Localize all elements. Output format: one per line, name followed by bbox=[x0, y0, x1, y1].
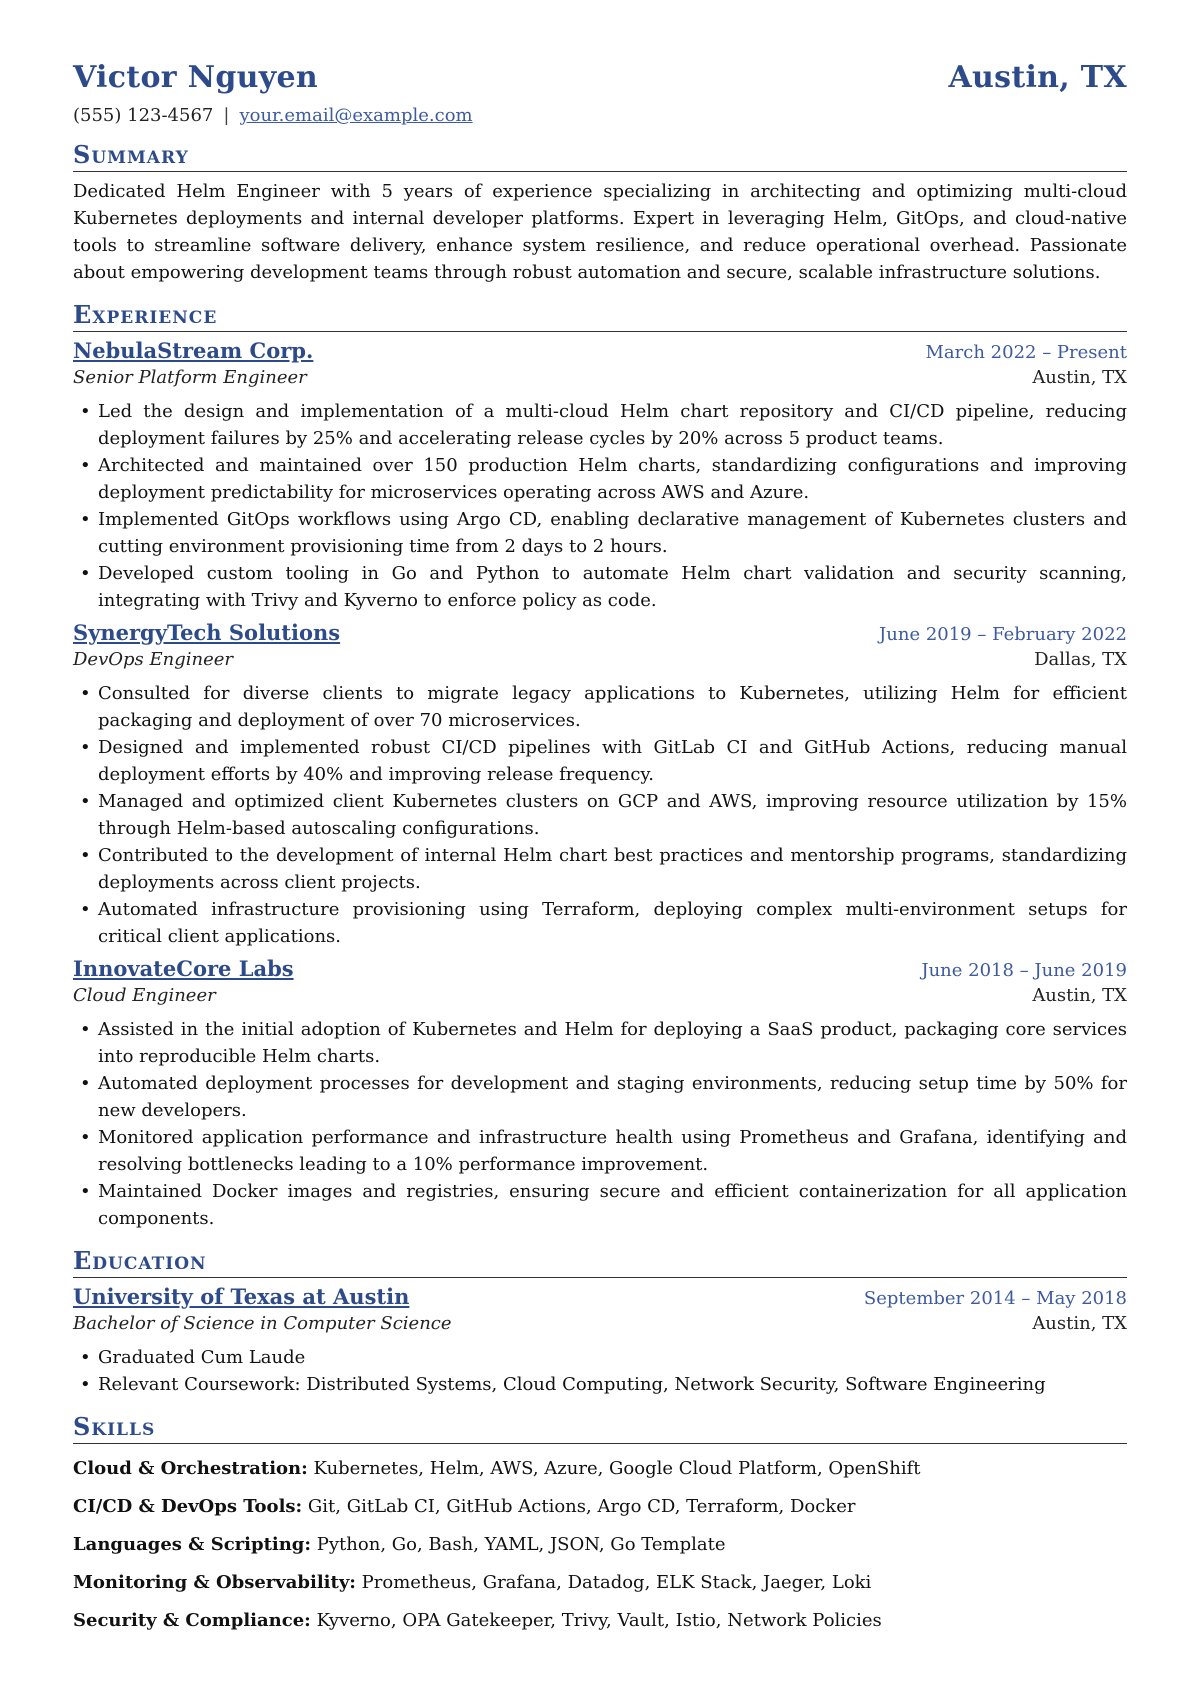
bullet-text: Architected and maintained over 150 production Helm charts, standardizing configurations and improving deployment predictability for microservices operating across AWS and Azure. bbox=[98, 455, 1127, 503]
bullet-text: Developed custom tooling in Go and Python to automate Helm chart validation and security scanning, integrating with Trivy and Kyverno to enforce policy as code. bbox=[98, 563, 1127, 611]
bullet-item bbox=[73, 1070, 1127, 1124]
skill-row bbox=[73, 1531, 1127, 1558]
candidate-name: Victor Nguyen bbox=[73, 60, 318, 95]
entry-subheader bbox=[73, 649, 1127, 670]
skill-category: Cloud & Orchestration: bbox=[73, 1458, 308, 1479]
entry-subheader bbox=[73, 367, 1127, 388]
bullet-item bbox=[73, 896, 1127, 950]
bullet-dot-icon: • bbox=[80, 737, 91, 758]
bullet-item bbox=[73, 1124, 1127, 1178]
skill-items: Kubernetes, Helm, AWS, Azure, Google Cloud Platform, OpenShift bbox=[313, 1458, 921, 1479]
bullet-item bbox=[73, 1344, 1127, 1371]
bullet-text: Consulted for diverse clients to migrate legacy applications to Kubernetes, utilizing Helm for efficient packaging and deployment of over 70 microservices. bbox=[98, 683, 1127, 731]
skill-items: Git, GitLab CI, GitHub Actions, Argo CD, Terraform, Docker bbox=[307, 1496, 856, 1517]
bullet-text: Automated infrastructure provisioning using Terraform, deploying complex multi-environment setups for critical client applications. bbox=[98, 899, 1127, 947]
bullet-text: Contributed to the development of internal Helm chart best practices and mentorship programs, standardizing deployments across client projects. bbox=[98, 845, 1127, 893]
bullet-dot-icon: • bbox=[80, 401, 91, 422]
bullet-item bbox=[73, 560, 1127, 614]
bullet-item bbox=[73, 506, 1127, 560]
bullet-text: Led the design and implementation of a multi-cloud Helm chart repository and CI/CD pipeline, reducing deployment failures by 25% and accelerating release cycles by 20% across 5 product teams. bbox=[98, 401, 1127, 449]
entry-header bbox=[73, 338, 1127, 363]
education-entry bbox=[73, 1284, 1127, 1398]
skills-heading: Skills bbox=[73, 1412, 1127, 1444]
entry-subheader bbox=[73, 1313, 1127, 1334]
bullet-item bbox=[73, 1016, 1127, 1070]
experience-list bbox=[73, 338, 1127, 1232]
entry-location: Austin, TX bbox=[1032, 1313, 1127, 1334]
bullet-text: Maintained Docker images and registries, ensuring secure and efficient containerization for all application components. bbox=[98, 1181, 1127, 1229]
summary-heading: Summary bbox=[73, 140, 1127, 172]
bullet-item bbox=[73, 734, 1127, 788]
skill-row bbox=[73, 1455, 1127, 1482]
bullet-item bbox=[73, 842, 1127, 896]
bullet-dot-icon: • bbox=[80, 1347, 91, 1368]
candidate-location: Austin, TX bbox=[948, 60, 1127, 95]
job-title: Senior Platform Engineer bbox=[73, 367, 307, 388]
bullet-dot-icon: • bbox=[80, 1019, 91, 1040]
bullet-list bbox=[73, 1344, 1127, 1398]
entry-location: Austin, TX bbox=[1032, 367, 1127, 388]
bullet-text: Graduated Cum Laude bbox=[98, 1347, 306, 1368]
skill-items: Kyverno, OPA Gatekeeper, Trivy, Vault, Istio, Network Policies bbox=[316, 1610, 882, 1631]
email-link[interactable]: your.email@example.com bbox=[239, 105, 473, 126]
job-title: DevOps Engineer bbox=[73, 649, 234, 670]
bullet-dot-icon: • bbox=[80, 1181, 91, 1202]
bullet-dot-icon: • bbox=[80, 509, 91, 530]
bullet-list bbox=[73, 1016, 1127, 1232]
education-heading: Education bbox=[73, 1246, 1127, 1278]
entry-location: Austin, TX bbox=[1032, 985, 1127, 1006]
company-name[interactable]: SynergyTech Solutions bbox=[73, 620, 341, 645]
experience-entry bbox=[73, 956, 1127, 1232]
bullet-list bbox=[73, 680, 1127, 950]
degree-title: Bachelor of Science in Computer Science bbox=[73, 1313, 452, 1334]
bullet-item bbox=[73, 1178, 1127, 1232]
bullet-dot-icon: • bbox=[80, 899, 91, 920]
bullet-item bbox=[73, 788, 1127, 842]
bullet-dot-icon: • bbox=[80, 791, 91, 812]
skill-category: Monitoring & Observability: bbox=[73, 1572, 356, 1593]
phone-number: (555) 123-4567 bbox=[73, 105, 214, 126]
entry-header bbox=[73, 956, 1127, 981]
entry-subheader bbox=[73, 985, 1127, 1006]
skill-items: Prometheus, Grafana, Datadog, ELK Stack, Jaeger, Loki bbox=[361, 1572, 872, 1593]
education-list bbox=[73, 1284, 1127, 1398]
entry-header bbox=[73, 620, 1127, 645]
bullet-item bbox=[73, 680, 1127, 734]
skill-category: Languages & Scripting: bbox=[73, 1534, 312, 1555]
skills-list bbox=[73, 1455, 1127, 1634]
date-range: September 2014 – May 2018 bbox=[863, 1288, 1127, 1309]
skill-items: Python, Go, Bash, YAML, JSON, Go Template bbox=[316, 1534, 726, 1555]
summary-text: Dedicated Helm Engineer with 5 years of experience specializing in architecting and optimizing multi-cloud Kubernetes deployments and internal developer platforms. Expert in leveraging Helm, GitOps, and cloud-native tools to streamline software delivery, enhance system resilience, and reduce operational overhead. Passionate about empowering development teams through robust automation and secure, scalable infrastructure solutions. bbox=[73, 181, 1127, 283]
skill-row bbox=[73, 1493, 1127, 1520]
date-range: June 2019 – February 2022 bbox=[879, 624, 1127, 645]
bullet-item bbox=[73, 452, 1127, 506]
bullet-text: Designed and implemented robust CI/CD pipelines with GitLab CI and GitHub Actions, reducing manual deployment efforts by 40% and improving release frequency. bbox=[98, 737, 1127, 785]
bullet-dot-icon: • bbox=[80, 563, 91, 584]
bullet-dot-icon: • bbox=[80, 1073, 91, 1094]
bullet-dot-icon: • bbox=[80, 1374, 91, 1395]
contact-separator: | bbox=[223, 105, 230, 126]
bullet-item bbox=[73, 1371, 1127, 1398]
company-name[interactable]: NebulaStream Corp. bbox=[73, 338, 314, 363]
bullet-dot-icon: • bbox=[80, 455, 91, 476]
company-name[interactable]: InnovateCore Labs bbox=[73, 956, 294, 981]
bullet-text: Implemented GitOps workflows using Argo CD, enabling declarative management of Kubernetes clusters and cutting environment provisioning time from 2 days to 2 hours. bbox=[98, 509, 1127, 557]
experience-entry bbox=[73, 620, 1127, 950]
bullet-text: Assisted in the initial adoption of Kubernetes and Helm for deploying a SaaS product, packaging core services into reproducible Helm charts. bbox=[98, 1019, 1127, 1067]
skill-row bbox=[73, 1569, 1127, 1596]
bullet-text: Monitored application performance and infrastructure health using Prometheus and Grafana, identifying and resolving bottlenecks leading to a 10% performance improvement. bbox=[98, 1127, 1127, 1175]
date-range: March 2022 – Present bbox=[925, 342, 1127, 363]
experience-heading: Experience bbox=[73, 300, 1127, 332]
bullet-dot-icon: • bbox=[80, 845, 91, 866]
skill-category: Security & Compliance: bbox=[73, 1610, 311, 1631]
bullet-text: Automated deployment processes for development and staging environments, reducing setup time by 50% for new developers. bbox=[98, 1073, 1127, 1121]
contact-line bbox=[73, 105, 1127, 126]
bullet-dot-icon: • bbox=[80, 1127, 91, 1148]
bullet-item bbox=[73, 398, 1127, 452]
skill-row bbox=[73, 1607, 1127, 1634]
skill-category: CI/CD & DevOps Tools: bbox=[73, 1496, 303, 1517]
resume-header bbox=[73, 60, 1127, 95]
entry-header bbox=[73, 1284, 1127, 1309]
bullet-dot-icon: • bbox=[80, 683, 91, 704]
job-title: Cloud Engineer bbox=[73, 985, 216, 1006]
school-name[interactable]: University of Texas at Austin bbox=[73, 1284, 410, 1309]
bullet-list bbox=[73, 398, 1127, 614]
entry-location: Dallas, TX bbox=[1034, 649, 1127, 670]
bullet-text: Relevant Coursework: Distributed Systems, Cloud Computing, Network Security, Software Engineering bbox=[98, 1374, 1046, 1395]
bullet-text: Managed and optimized client Kubernetes clusters on GCP and AWS, improving resource utilization by 15% through Helm-based autoscaling configurations. bbox=[98, 791, 1127, 839]
date-range: June 2018 – June 2019 bbox=[921, 960, 1127, 981]
experience-entry bbox=[73, 338, 1127, 614]
